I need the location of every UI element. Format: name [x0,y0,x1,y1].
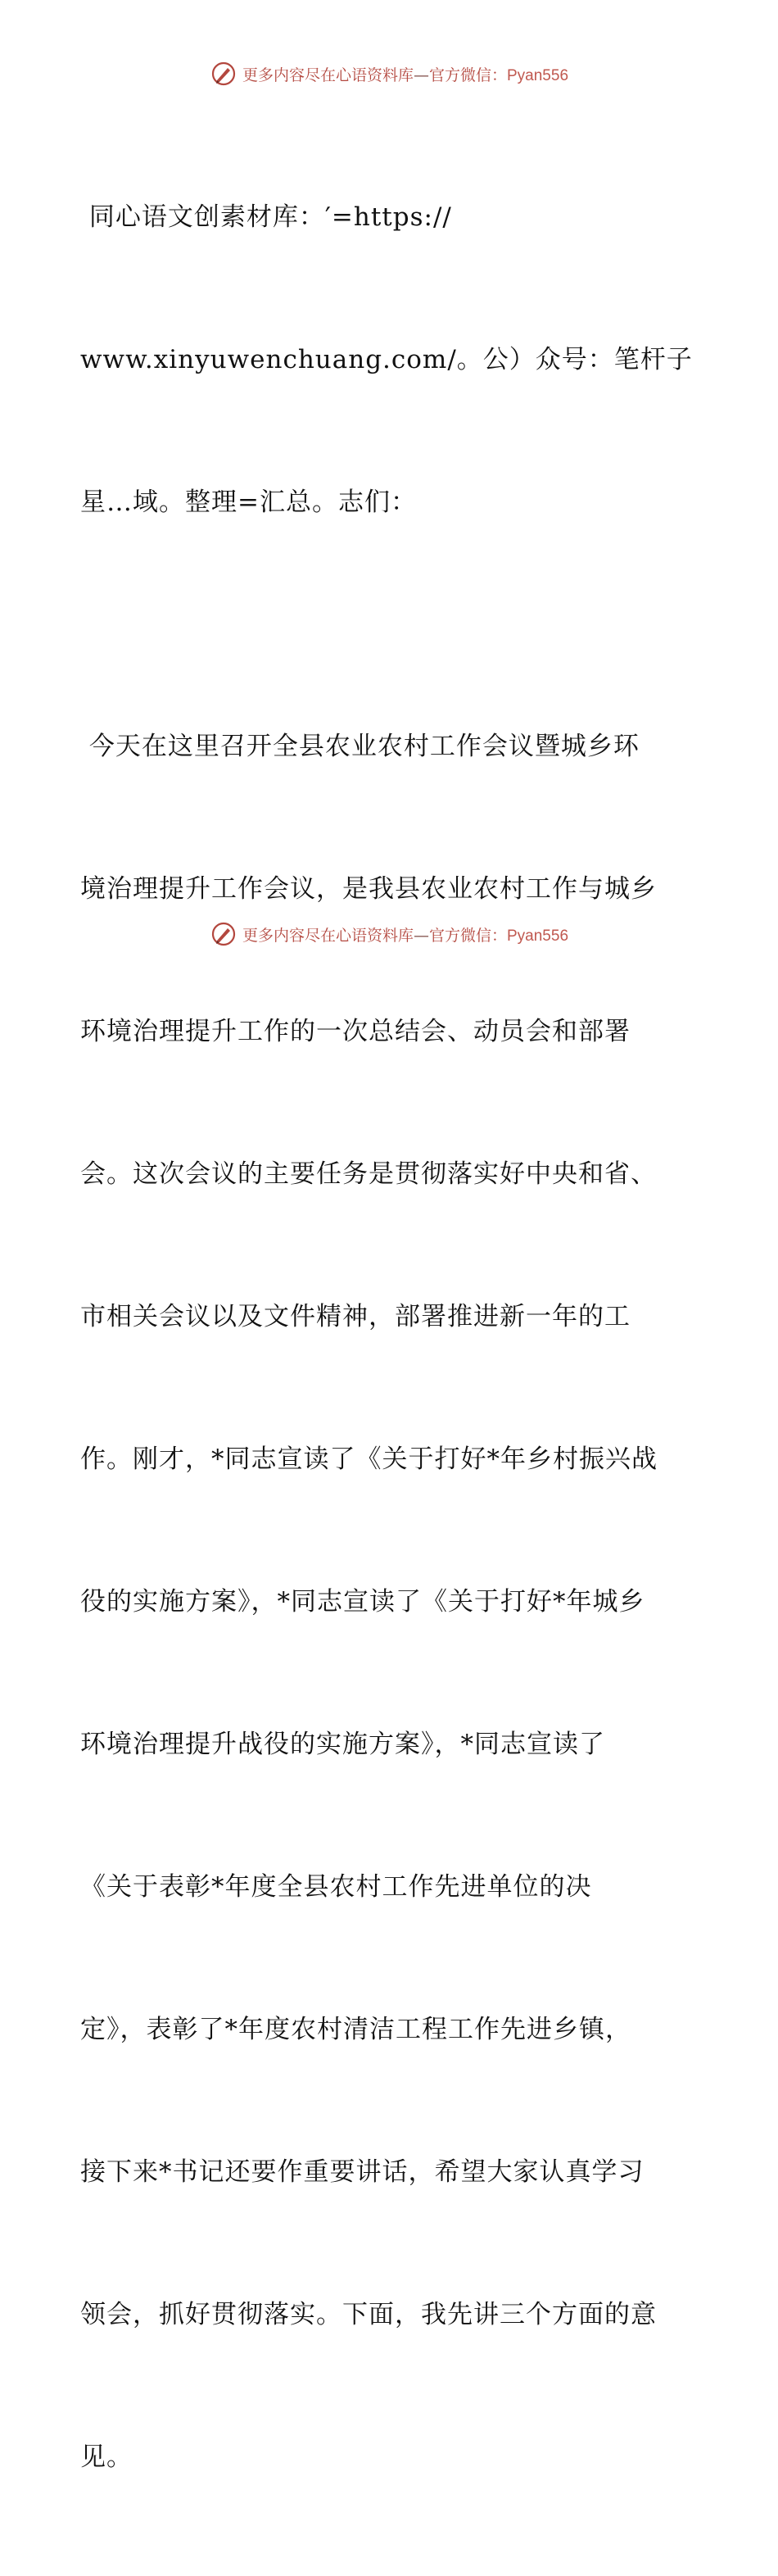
text-line: 定》，表彰了*年度农村清洁工程工作先进乡镇， [80,2015,631,2044]
banner-text: 更多内容尽在心语资料库—官方微信：Pyan556 [242,66,569,84]
pen-logo-icon [210,60,237,88]
text-line: 作。刚才，*同志宣读了《关于打好*年乡村振兴战 [80,1444,658,1474]
text-line: www.xinyuwenchuang.com/。公）众号：笔杆子 [80,345,693,374]
text-line: 役的实施方案》，*同志宣读了《关于打好*年城乡 [80,1587,645,1617]
text-line: 领会，抓好贯彻落实。下面，我先讲三个方面的意 [80,2300,657,2329]
text-line: 环境治理提升工作的一次总结会、动员会和部署 [80,1017,631,1046]
text-line: 今天在这里召开全县农业农村工作会议暨城乡环 [80,732,640,761]
text-line: 星…域。整理=汇总。志们： [80,488,417,517]
header-banner [0,57,778,90]
footer-banner [0,918,778,950]
pen-logo-icon [210,920,237,948]
text-line: 《关于表彰*年度全县农村工作先进单位的决 [80,1872,592,1902]
intro-paragraph [80,98,703,621]
text-line: 同心语文创素材库：′=https:// [80,202,452,232]
text-line: 见。 [80,2442,133,2472]
document-body [80,98,703,2576]
text-line: 接下来*书记还要作重要讲话，希望大家认真学习 [80,2157,645,2187]
banner-text: 更多内容尽在心语资料库—官方微信：Pyan556 [242,926,569,945]
text-line: 市相关会议以及文件精神，部署推进新一年的工 [80,1302,631,1331]
text-line: 环境治理提升战役的实施方案》，*同志宣读了 [80,1730,605,1759]
text-line: 境治理提升工作会议，是我县农业农村工作与城乡 [80,874,657,904]
text-line: 会。这次会议的主要任务是贯彻落实好中央和省、 [80,1159,657,1189]
